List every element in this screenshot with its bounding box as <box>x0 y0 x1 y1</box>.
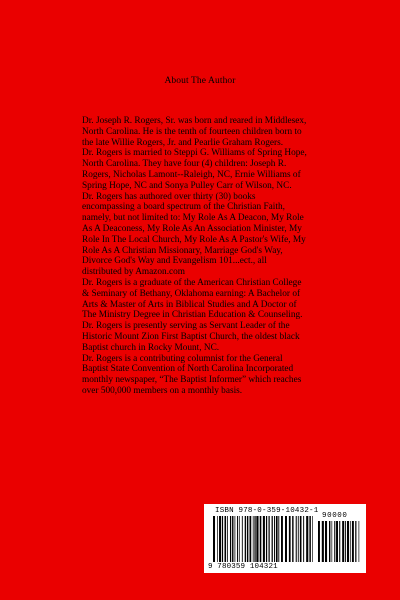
barcode-bar <box>242 516 243 562</box>
barcode-bar <box>247 516 248 562</box>
bio-paragraph-books: Dr. Rogers has authored over thirty (30) books encompassing a board spectrum of the Christian Faith, namely, but not limited to: My Role As A Deacon, My Role As A Deaconess, My Role As An Association Minister, My Role In The Local Church, My Role As A Pastor's Wife, My Role As A Christian Missionary, Marriage God's Way, Divorce God's Way and Evangelism 101...ect., all distributed by Amazon.com <box>82 191 306 278</box>
barcode-bar <box>306 516 308 562</box>
addon-barcode-bars <box>318 521 360 562</box>
barcode-bar <box>347 521 349 562</box>
barcode-bar <box>345 521 346 562</box>
barcode-bar <box>250 516 252 562</box>
barcode-bar <box>239 516 240 562</box>
barcode-bar <box>260 516 262 562</box>
barcode-bar <box>263 516 265 562</box>
barcode-bar <box>312 516 313 562</box>
isbn-label: ISBN 978-0-359-10432-1 <box>215 507 319 515</box>
barcode-bar <box>245 516 246 562</box>
barcode-bar <box>296 516 297 562</box>
barcode-bar <box>289 516 291 562</box>
barcode-bar <box>222 516 223 562</box>
barcode-bar <box>285 516 287 562</box>
barcode-bar <box>256 516 258 562</box>
about-the-author-heading: About The Author <box>164 76 236 86</box>
barcode-bar <box>278 516 279 562</box>
barcode-bar <box>213 516 215 562</box>
barcode-bar <box>254 516 255 562</box>
price-addon-label: 90000 <box>322 512 348 520</box>
barcode-bar <box>352 521 354 562</box>
barcode-bar <box>276 516 278 562</box>
barcode-bar <box>329 521 330 562</box>
barcode-bar <box>230 516 231 562</box>
barcode-bar <box>227 516 228 562</box>
barcode-bar <box>325 521 327 562</box>
barcode-bar <box>322 521 324 562</box>
barcode-bar <box>232 516 233 562</box>
barcode-bar <box>331 521 332 562</box>
barcode-bar <box>217 516 218 562</box>
barcode-bar <box>334 521 335 562</box>
isbn-barcode <box>204 504 366 573</box>
barcode-bar <box>253 516 254 562</box>
barcode-bar <box>350 521 351 562</box>
barcode-bar <box>272 516 273 562</box>
barcode-bar <box>219 516 221 562</box>
barcode-bar <box>309 516 310 562</box>
ean-barcode-bars <box>213 516 313 562</box>
barcode-bar <box>292 516 293 562</box>
barcode-bar <box>281 516 283 562</box>
barcode-bar <box>355 521 356 562</box>
barcode-bar <box>266 516 267 562</box>
ean-digits: 9 780359 104321 <box>208 563 278 571</box>
barcode-bar <box>342 521 344 562</box>
barcode-bar <box>359 521 360 562</box>
barcode-bar <box>298 516 299 562</box>
barcode-bar <box>300 516 302 562</box>
bio-paragraph-family: Dr. Rogers is married to Steppi G. Williams of Spring Hope, North Carolina. They have four (4) children: Joseph R. Rogers, Nicholas Lamont--Raleigh, NC, Ernie Williams of Spring Hope, NC and Sonya Pulley Carr of Wilson, NC. <box>82 148 307 191</box>
barcode-bar <box>336 521 338 562</box>
bio-paragraph-columnist: Dr. Rogers is a contributing columnist for the General Baptist State Convention of North Carolina Incorporated monthly newspaper, “The Baptist Informer” which reaches over 500,000 members on a monthly basis. <box>82 353 302 396</box>
bio-paragraph-church: Dr. Rogers is presently serving as Servant Leader of the Historic Mount Zion First Baptist Church, the oldest black Baptist church in Rocky Mount, NC. <box>82 321 300 353</box>
barcode-bar <box>237 516 238 562</box>
bio-paragraph-education: Dr. Rogers is a graduate of the American Christian College & Seminary of Bethany, Oklahoma earning: A Bachelor of Arts & Master of Arts in Biblical Studies and A Doctor of The Ministry Degree in Christian Education & Counseling. <box>82 277 303 321</box>
bio-paragraph-birth: Dr. Joseph R. Rogers, Sr. was born and reared in Middlesex, North Carolina. He is the tenth of fourteen children born to the late Willie Rogers, Jr. and Pearlie Graham Rogers. <box>82 116 307 148</box>
barcode-bar <box>235 516 236 562</box>
barcode-bar <box>303 516 304 562</box>
barcode-bar <box>269 516 270 562</box>
author-bio <box>82 116 308 397</box>
barcode-bar <box>339 521 340 562</box>
barcode-bar <box>274 516 275 562</box>
barcode-bar <box>318 521 320 562</box>
barcode-bar <box>225 516 227 562</box>
